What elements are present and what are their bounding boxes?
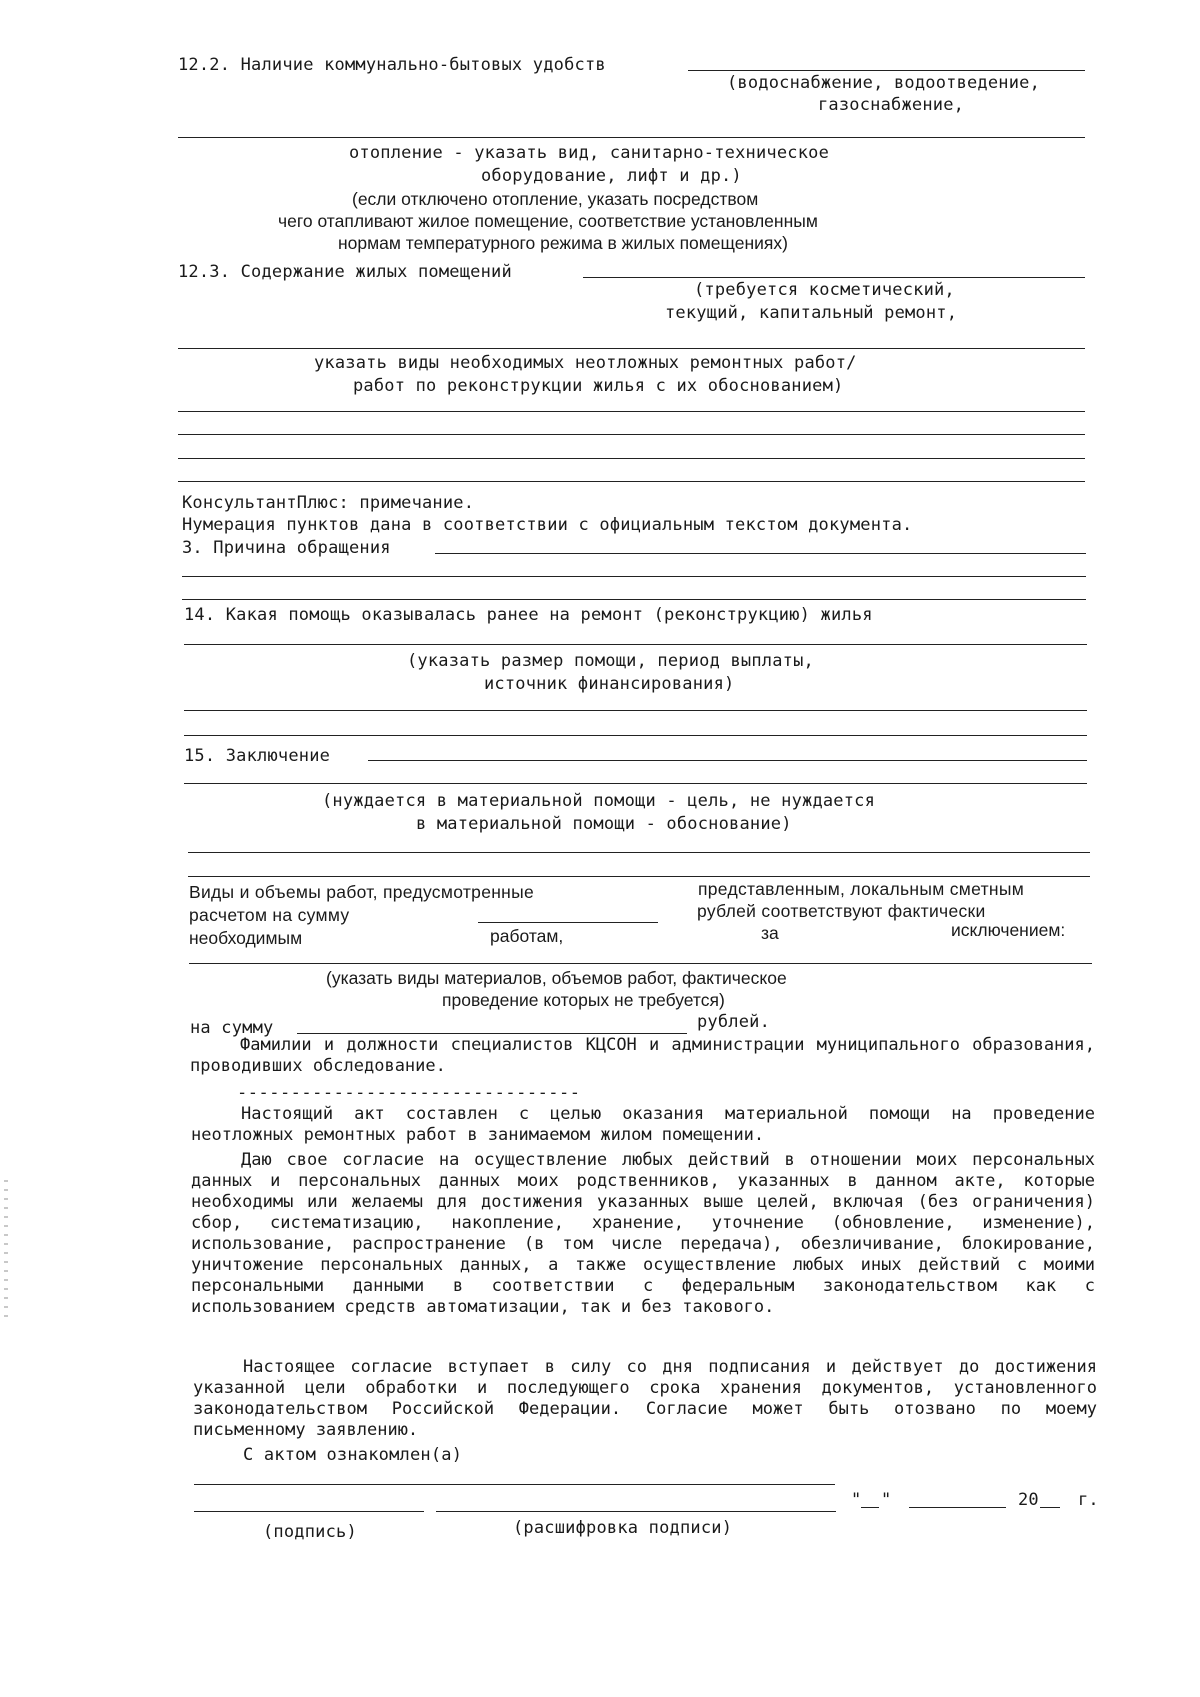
works-row2-right: рублей соответствуют фактически xyxy=(697,901,986,921)
works-row2-left: расчетом на сумму xyxy=(189,905,350,925)
hint-text: проведение которых не требуется) xyxy=(442,990,725,1010)
answer-line xyxy=(178,348,1085,349)
signature-decoding-line xyxy=(436,1511,836,1512)
day-line xyxy=(861,1507,879,1508)
hint-text: отопление - указать вид, санитарно-техническое xyxy=(349,143,830,163)
answer-line xyxy=(178,411,1085,412)
year-suffix: г. xyxy=(1078,1490,1099,1510)
hint-text: (указать виды материалов, объемов работ, фактическое xyxy=(326,968,787,988)
hint-text: работ по реконструкции жилья с их обоснованием) xyxy=(353,376,844,396)
answer-line xyxy=(184,710,1087,711)
signature-line xyxy=(194,1511,424,1512)
answer-line xyxy=(178,434,1085,435)
hint-text: газоснабжение, xyxy=(818,95,965,115)
year-prefix: 20 xyxy=(1018,1490,1039,1510)
section-14-label: 14. Какая помощь оказывалась ранее на ремонт (реконструкцию) жилья xyxy=(184,605,873,625)
sum-label: на сумму xyxy=(190,1018,274,1038)
answer-line xyxy=(182,576,1086,577)
hint-text: чего отапливают жилое помещение, соответствие установленным xyxy=(278,211,818,231)
answer-line xyxy=(188,852,1090,853)
answer-line xyxy=(184,735,1087,736)
answer-line xyxy=(583,277,1085,278)
act-paragraph: Настоящий акт составлен с целью оказания материальной помощи на проведение неотложных ремонтных работ в занимаемом жилом помещении. xyxy=(191,1104,1095,1145)
hint-text: (указать размер помощи, период выплаты, xyxy=(407,651,814,671)
hint-text: (требуется косметический, xyxy=(694,280,955,300)
answer-line xyxy=(184,783,1087,784)
section-15-label: 15. Заключение xyxy=(184,746,331,766)
hint-text: источник финансирования) xyxy=(484,674,735,694)
hint-text: (водоснабжение, водоотведение, xyxy=(727,73,1041,93)
hint-text: в материальной помощи - обоснование) xyxy=(416,814,792,834)
consent-paragraph: Даю свое согласие на осуществление любых действий в отношении моих персональных данных и персональных данных моих родственников, указанных в данном акте, которые необходимы или желаемы для достижения указанных выше целей, включая (без ограничения) сбор, систематизацию, накопление, хранение, уточнение (обновление, изменение), использование, распространение (в том числе передача), обезличивание, блокирование, уничтожение персональных данных, а также осуществление любых иных действий с моими персональными данными в соответствии с федеральным законодательством как с использованием средств автоматизации, так и без такового. xyxy=(191,1150,1095,1317)
works-row1-left: Виды и объемы работ, предусмотренные xyxy=(189,882,535,902)
works-row3-text: исключением: xyxy=(951,920,1066,940)
dash-separator: -------------------------------- xyxy=(237,1083,581,1103)
hint-text: (если отключено отопление, указать посредством xyxy=(352,189,759,209)
answer-line xyxy=(688,70,1085,71)
section-13-label: 3. Причина обращения xyxy=(182,538,391,558)
scan-edge-artifact xyxy=(4,1180,8,1320)
works-row1-right: представленным, локальным сметным xyxy=(698,879,1025,899)
signature-line xyxy=(194,1484,835,1485)
section-12-2-label: 12.2. Наличие коммунально-бытовых удобств xyxy=(178,55,606,75)
signature-caption: (подпись) xyxy=(263,1522,357,1542)
specialists-paragraph: Фамилии и должности специалистов КЦСОН и администрации муниципального образования, проводивших обследование. xyxy=(190,1035,1095,1076)
hint-text: оборудование, лифт и др.) xyxy=(481,166,742,186)
answer-line xyxy=(188,876,1090,877)
date-quote-open: " xyxy=(851,1490,862,1510)
signature-decoding-caption: (расшифровка подписи) xyxy=(513,1518,733,1538)
answer-line xyxy=(178,458,1085,459)
consent-validity-paragraph: Настоящее согласие вступает в силу со дня подписания и действует до достижения указанной цели обработки и последующего срока хранения документов, установленного законодательством Российской Федерации. Согласие может быть отозвано по моему письменному заявлению. xyxy=(193,1357,1097,1440)
hint-text: нормам температурного режима в жилых помещениях) xyxy=(338,233,788,253)
answer-line xyxy=(435,553,1086,554)
sum-unit: рублей. xyxy=(697,1012,771,1032)
answer-line xyxy=(178,137,1085,138)
works-row3-text: работам, xyxy=(490,926,564,946)
date-quote-close: " xyxy=(881,1490,892,1510)
sum-line xyxy=(297,1033,687,1034)
answer-line xyxy=(368,760,1087,761)
consultant-note-text: Нумерация пунктов дана в соответствии с официальным текстом документа. xyxy=(182,515,913,535)
hint-text: (нуждается в материальной помощи - цель, не нуждается xyxy=(322,791,876,811)
answer-line xyxy=(178,481,1085,482)
year-line xyxy=(1040,1507,1060,1508)
month-line xyxy=(909,1507,1006,1508)
works-row3-text: необходимым xyxy=(189,928,303,948)
answer-line xyxy=(189,963,1092,964)
answer-line xyxy=(184,644,1087,645)
hint-text: указать виды необходимых неотложных ремонтных работ/ xyxy=(314,353,857,373)
hint-text: текущий, капитальный ремонт, xyxy=(665,303,958,323)
sum-line xyxy=(478,922,658,923)
works-row3-text: за xyxy=(761,923,779,943)
answer-line xyxy=(182,599,1086,600)
section-12-3-label: 12.3. Содержание жилых помещений xyxy=(178,262,512,282)
consultant-note-title: КонсультантПлюс: примечание. xyxy=(182,493,475,513)
acquainted-label: С актом ознакомлен(а) xyxy=(243,1445,463,1465)
